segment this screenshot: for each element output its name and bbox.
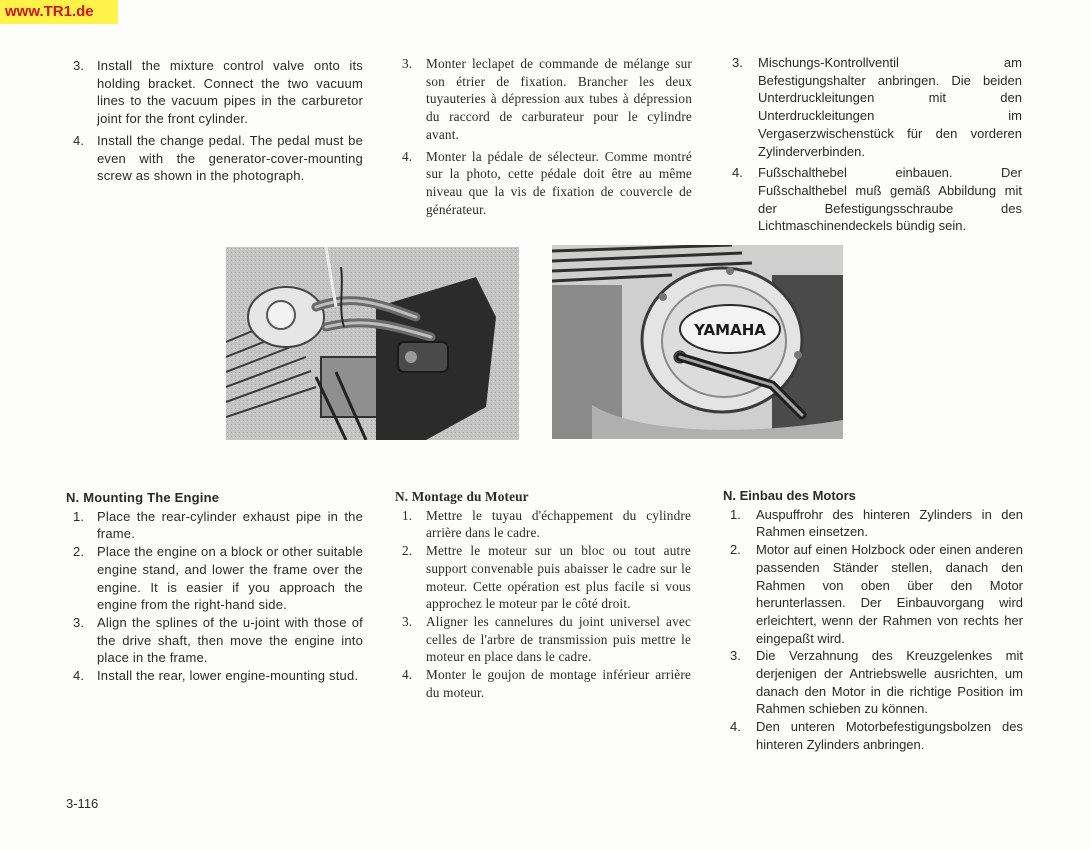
section-heading: N. Einbau des Motors bbox=[723, 488, 856, 503]
list-item: 4. Den unteren Motorbefestigungsbolzen des hinteren Zylinders anbringen. bbox=[730, 719, 1023, 752]
page-number: 3-116 bbox=[66, 796, 99, 811]
top-french-column bbox=[402, 55, 692, 218]
list-item: 3. Aligner les cannelures du joint universel avec celles de l'arbre de transmission puis mettre le moteur en place dans le cadre. bbox=[402, 613, 691, 665]
list-item: 2. Motor auf einen Holzbock oder einen anderen passenden Ständer stellen, danach den Rahmen von oben über den Motor herunterlassen. Der Einbauvorgang wird erleichtert, wenn der Rahmen von rechts her eingepaßt wird. bbox=[730, 542, 1023, 646]
list-item: 3. Monter leclapet de commande de mélange sur son étrier de fixation. Brancher les deux tuyauteries à dépression aux tubes à dépression du raccord de carburateur pour le cylindre avant. bbox=[402, 56, 692, 142]
list-item: 3. Die Verzahnung des Kreuzgelenkes mit derjenigen der Antriebswelle ausrichten, um danach den Motor in die richtige Position im Rahmen schieben zu können. bbox=[730, 648, 1023, 717]
top-german-column bbox=[732, 54, 1022, 235]
generator-cover-photo bbox=[552, 245, 843, 439]
list-item: 3. Install the mixture control valve onto its holding bracket. Connect the two vacuum lines to the vacuum pipes in the carburetor joint for the front cylinder. bbox=[73, 58, 363, 127]
section-heading: N. Mounting The Engine bbox=[66, 490, 220, 505]
list-item: 1. Auspuffrohr des hinteren Zylinders in den Rahmen einsetzen. bbox=[730, 506, 1023, 540]
list-item: 2. Mettre le moteur sur un bloc ou tout autre support convenable puis abaisser le cadre sur le moteur. Cette opération est plus facile si vous approchez le moteur par le côté droit. bbox=[402, 543, 691, 612]
list-item: 4. Install the rear, lower engine-mounting stud. bbox=[73, 668, 359, 684]
list-item: 1. Mettre le tuyau d'échappement du cylindre arrière dans le cadre. bbox=[402, 507, 691, 541]
list-item: 3. Mischungs-Kontrollventil am Befestigungshalter anbringen. Die beiden Unterdruckleitungen mit den Unterdruckleitungen im Vergaserzwischenstück für den vorderen Zylinderverbinden. bbox=[732, 55, 1022, 159]
bottom-german-column bbox=[723, 487, 1023, 754]
yamaha-logo: YAMAHA bbox=[694, 321, 766, 339]
list-item: 1. Place the rear-cylinder exhaust pipe in the frame. bbox=[73, 508, 363, 542]
list-item: 4. Install the change pedal. The pedal must be even with the generator-cover-mounting screw as shown in the photograph. bbox=[73, 132, 363, 184]
bottom-french-column bbox=[395, 488, 691, 701]
list-item: 3. Align the splines of the u-joint with those of the drive shaft, then move the engine into place in the frame. bbox=[73, 614, 363, 666]
site-watermark-banner[interactable]: www.TR1.de bbox=[0, 0, 118, 24]
list-item: 4. Monter le goujon de montage inférieur arrière du moteur. bbox=[402, 667, 691, 700]
list-item: 4. Monter la pédale de sélecteur. Comme montré sur la photo, cette pédale doit être au même niveau que la vis de fixation de couvercle de générateur. bbox=[402, 148, 692, 217]
carburetor-photo bbox=[226, 247, 519, 440]
list-item: 4. Fußschalthebel einbauen. Der Fußschalthebel muß gemäß Abbildung mit der Befestigungsschraube des Lichtmaschinendeckels bündig sein. bbox=[732, 165, 1022, 234]
bottom-english-column bbox=[66, 489, 363, 685]
list-item: 2. Place the engine on a block or other suitable engine stand, and lower the frame over the engine. It is easier if you approach the engine from the right-hand side. bbox=[73, 544, 363, 613]
top-english-column bbox=[73, 57, 363, 185]
section-heading: N. Montage du Moteur bbox=[395, 489, 529, 504]
